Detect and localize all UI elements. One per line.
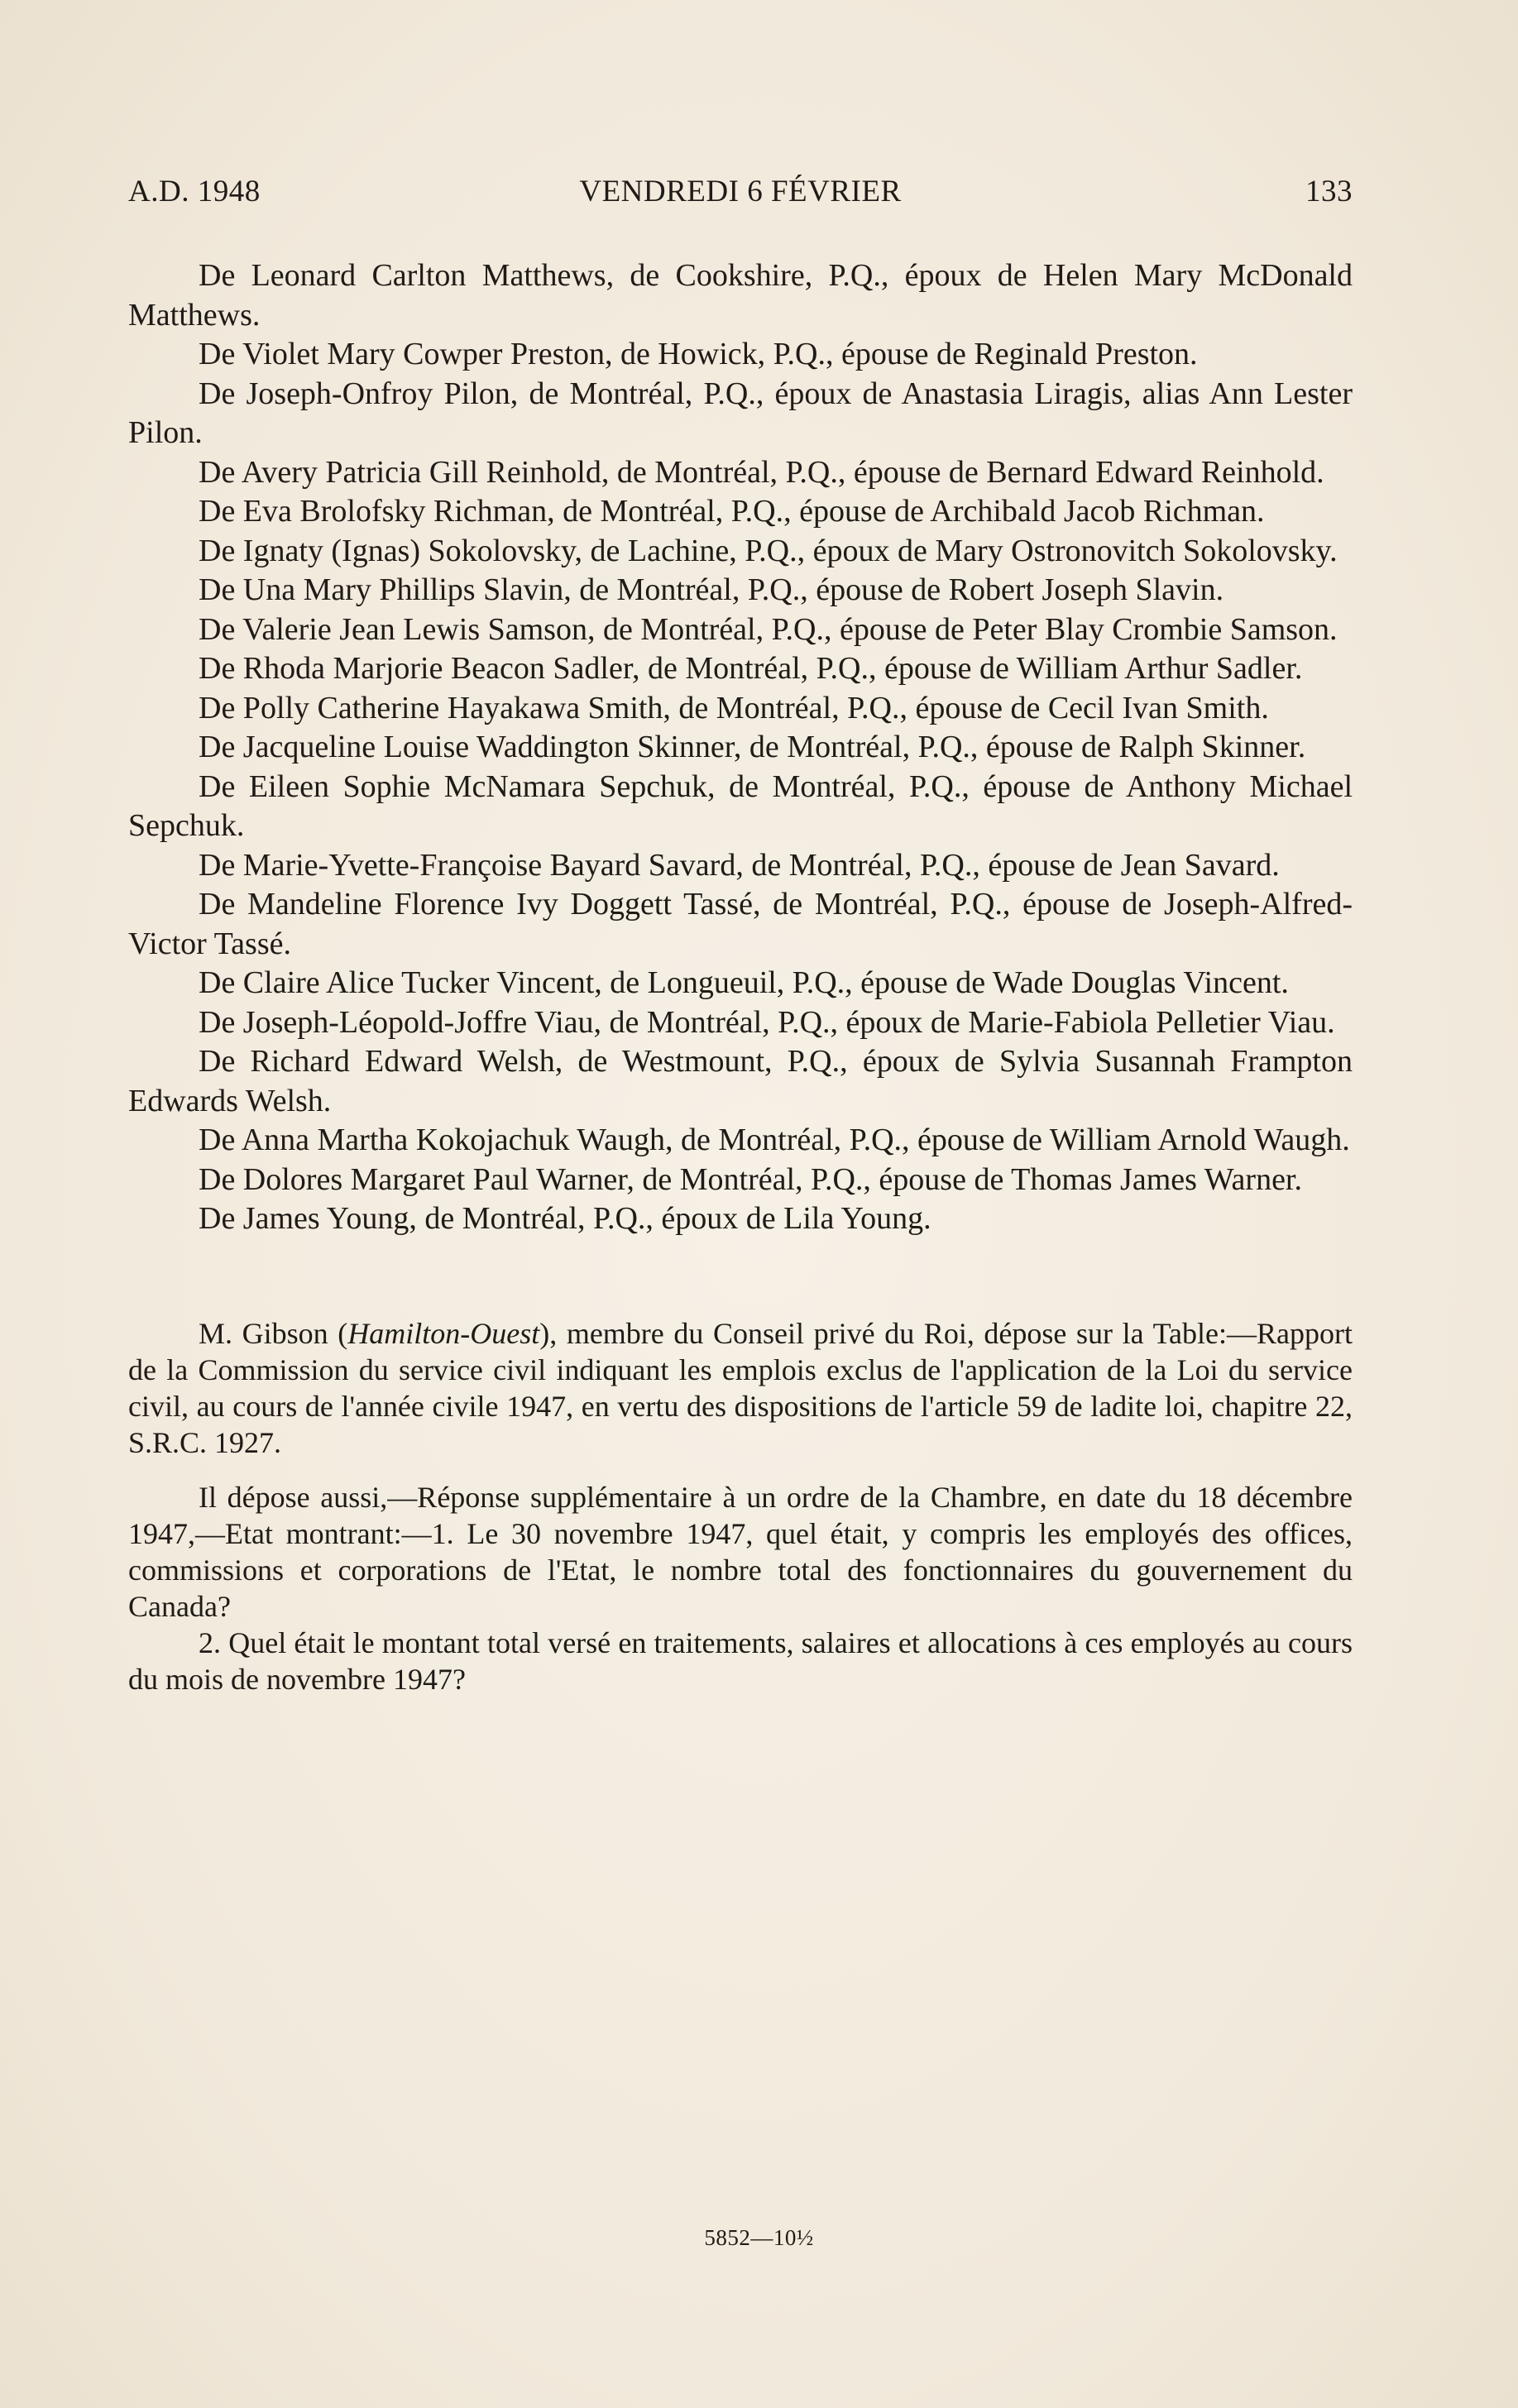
- petition-entry: De Avery Patricia Gill Reinhold, de Montréal, P.Q., épouse de Bernard Edward Reinhold.: [199, 454, 1324, 490]
- page-header: [128, 174, 1353, 215]
- petition-entry: De Una Mary Phillips Slavin, de Montréal, P.Q., épouse de Robert Joseph Slavin.: [199, 572, 1224, 607]
- petition-entry: De Richard Edward Welsh, de Westmount, P.Q., époux de Sylvia Susannah Frampton Edwards Welsh.: [128, 1044, 1353, 1118]
- petition-entry: De Anna Martha Kokojachuk Waugh, de Montréal, P.Q., épouse de William Arnold Waugh.: [199, 1123, 1350, 1157]
- petition-entry: De Joseph-Léopold-Joffre Viau, de Montréal, P.Q., époux de Marie-Fabiola Pelletier Viau.: [199, 1004, 1335, 1040]
- petition-entry: De James Young, de Montréal, P.Q., époux de Lila Young.: [199, 1201, 931, 1236]
- petition-entry: De Leonard Carlton Matthews, de Cookshire, P.Q., époux de Helen Mary McDonald Matthews.: [128, 258, 1353, 333]
- petition-entry: De Eileen Sophie McNamara Sepchuk, de Montréal, P.Q., épouse de Anthony Michael Sepchuk.: [128, 768, 1353, 843]
- printer-signature: 5852—10½: [704, 2225, 814, 2250]
- header-year: A.D. 1948: [128, 175, 261, 208]
- petition-entry: De Valerie Jean Lewis Samson, de Montréal, P.Q., épouse de Peter Blay Crombie Samson.: [199, 611, 1338, 647]
- petition-entry: De Jacqueline Louise Waddington Skinner, de Montréal, P.Q., épouse de Ralph Skinner.: [199, 730, 1306, 764]
- riding-name: Hamilton-Ouest: [347, 1316, 540, 1350]
- question-two-paragraph: 2. Quel était le montant total versé en traitements, salaires et allocations à ces employés au cours du mois de novembre 1947?: [128, 1625, 1353, 1696]
- petition-entry: De Violet Mary Cowper Preston, de Howick, P.Q., épouse de Reginald Preston.: [199, 337, 1198, 371]
- petition-entry: De Marie-Yvette-Françoise Bayard Savard, de Montréal, P.Q., épouse de Jean Savard.: [199, 847, 1280, 883]
- paragraph-text-end: ), membre du Conseil privé du Roi, dépose sur la Table:—Rapport de la Commission du service civil indiquant les emplois exclus de l'application de la Loi du service civil, au cours de l'année civile 1947, en vertu des dispositions de l'article 59 de ladite loi, chapitre 22, S.R.C. 1927.: [128, 1316, 1353, 1459]
- header-date: VENDREDI 6 FÉVRIER: [579, 175, 902, 208]
- gibson-tabling-paragraph: [128, 1315, 1353, 1461]
- supplementary-return-paragraph: Il dépose aussi,—Réponse supplémentaire à un ordre de la Chambre, en date du 18 décembre 1947,—Etat montrant:—1. Le 30 novembre 1947, quel était, y compris les employés des offices, commissions et corporations de l'Etat, le nombre total des fonctionnaires du gouvernement du Canada?: [128, 1480, 1353, 1623]
- petition-entry: De Joseph-Onfroy Pilon, de Montréal, P.Q., époux de Anastasia Liragis, alias Ann Lester Pilon.: [128, 376, 1353, 450]
- petition-entry: De Rhoda Marjorie Beacon Sadler, de Montréal, P.Q., épouse de William Arthur Sadler.: [199, 651, 1303, 686]
- petition-entry: De Claire Alice Tucker Vincent, de Longueuil, P.Q., épouse de Wade Douglas Vincent.: [199, 965, 1289, 1000]
- page-number: 133: [1305, 175, 1353, 208]
- paragraph-text-start: M. Gibson (: [199, 1316, 348, 1350]
- petition-entry: De Polly Catherine Hayakawa Smith, de Montréal, P.Q., épouse de Cecil Ivan Smith.: [199, 690, 1269, 725]
- petition-entry: De Dolores Margaret Paul Warner, de Montréal, P.Q., épouse de Thomas James Warner.: [199, 1161, 1302, 1197]
- petition-entry: De Eva Brolofsky Richman, de Montréal, P.Q., épouse de Archibald Jacob Richman.: [199, 494, 1265, 529]
- petition-entry: De Ignaty (Ignas) Sokolovsky, de Lachine, P.Q., époux de Mary Ostronovitch Sokolovsky.: [199, 533, 1338, 568]
- page-body: [128, 256, 1353, 1697]
- petition-entry: De Mandeline Florence Ivy Doggett Tassé, de Montréal, P.Q., épouse de Joseph-Alfred-Victor Tassé.: [128, 887, 1353, 961]
